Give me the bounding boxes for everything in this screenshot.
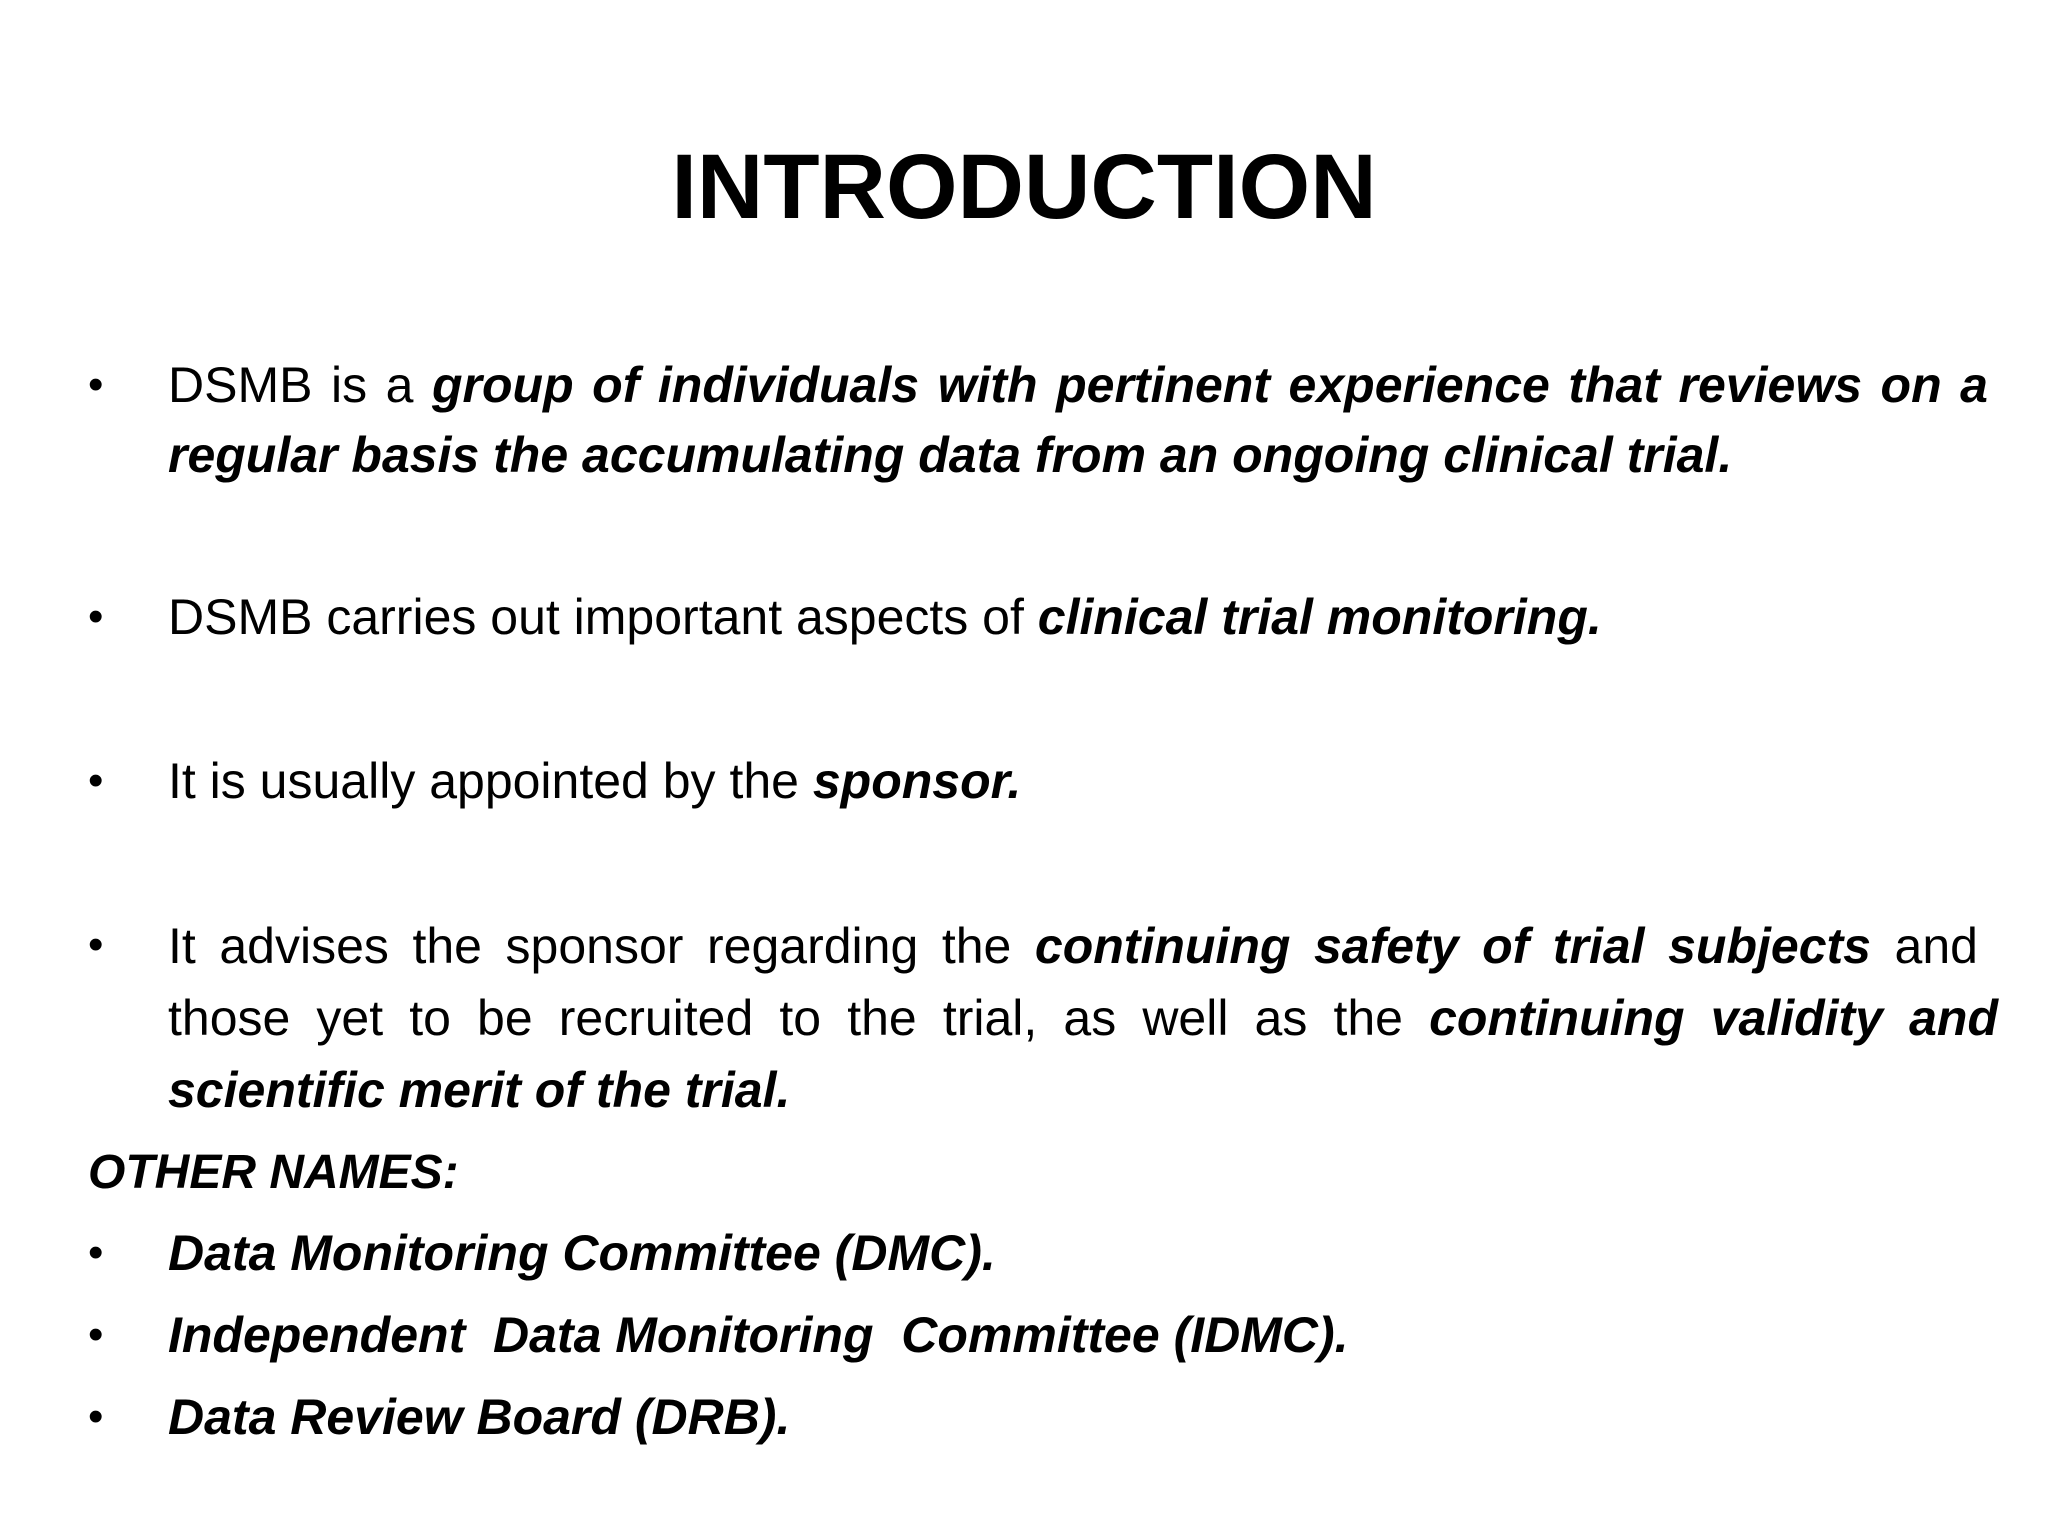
other-name-item: [88, 1382, 1988, 1452]
bullet-item-monitoring: [88, 582, 1988, 652]
bullet-line: [168, 910, 1978, 982]
bullet-icon: •: [88, 1228, 104, 1277]
bullet-icon: •: [88, 592, 104, 641]
other-name-text: Data Review Board (DRB).: [168, 1389, 791, 1445]
bullet-emphasis-text: continuing safety of trial subjects: [1034, 918, 1871, 974]
bullet-icon: •: [88, 360, 104, 409]
bullet-plain-text: DSMB carries out important aspects of: [168, 589, 1038, 645]
bullet-text: [168, 350, 1988, 490]
bullet-plain-text: those yet to be recruited to the trial, as well as the: [168, 990, 1430, 1046]
bullet-emphasis-text: sponsor.: [812, 753, 1022, 809]
bullet-text: [168, 746, 2048, 816]
other-name-text: Independent Data Monitoring Committee (IDMC).: [168, 1307, 1349, 1363]
other-name-text: Data Monitoring Committee (DMC).: [168, 1225, 996, 1281]
bullet-item-definition: [88, 350, 1988, 490]
bullet-plain-text: It advises the sponsor regarding the: [168, 918, 1035, 974]
bullet-line: [168, 350, 1988, 420]
slide-title: INTRODUCTION: [671, 136, 1377, 238]
other-name-item: [88, 1300, 1988, 1370]
bullet-emphasis-text: scientific merit of the trial.: [168, 1062, 791, 1118]
bullet-plain-text: It is usually appointed by the: [168, 753, 813, 809]
bullet-icon: •: [88, 1310, 104, 1359]
bullet-icon: •: [88, 756, 104, 805]
other-name-item: [88, 1218, 1988, 1288]
bullet-icon: •: [88, 1392, 104, 1441]
bullet-item-sponsor: [88, 746, 1988, 816]
bullet-plain-text: and: [1870, 918, 1978, 974]
bullet-text: [168, 582, 2048, 652]
bullet-emphasis-text: regular basis the accumulating data from an ongoing clinical trial.: [168, 427, 1733, 483]
other-names-heading: OTHER NAMES:: [88, 1146, 459, 1199]
bullet-plain-text: DSMB is a: [168, 357, 432, 413]
bullet-emphasis-text: group of individuals with pertinent experience that reviews on a: [432, 357, 1988, 413]
bullet-item-advises: [88, 910, 1998, 1130]
bullet-line: [168, 982, 1998, 1054]
bullet-text: [168, 910, 1998, 1126]
bullet-emphasis-text: clinical trial monitoring.: [1037, 589, 1602, 645]
bullet-emphasis-text: continuing validity and: [1429, 990, 1998, 1046]
bullet-icon: •: [88, 920, 104, 969]
